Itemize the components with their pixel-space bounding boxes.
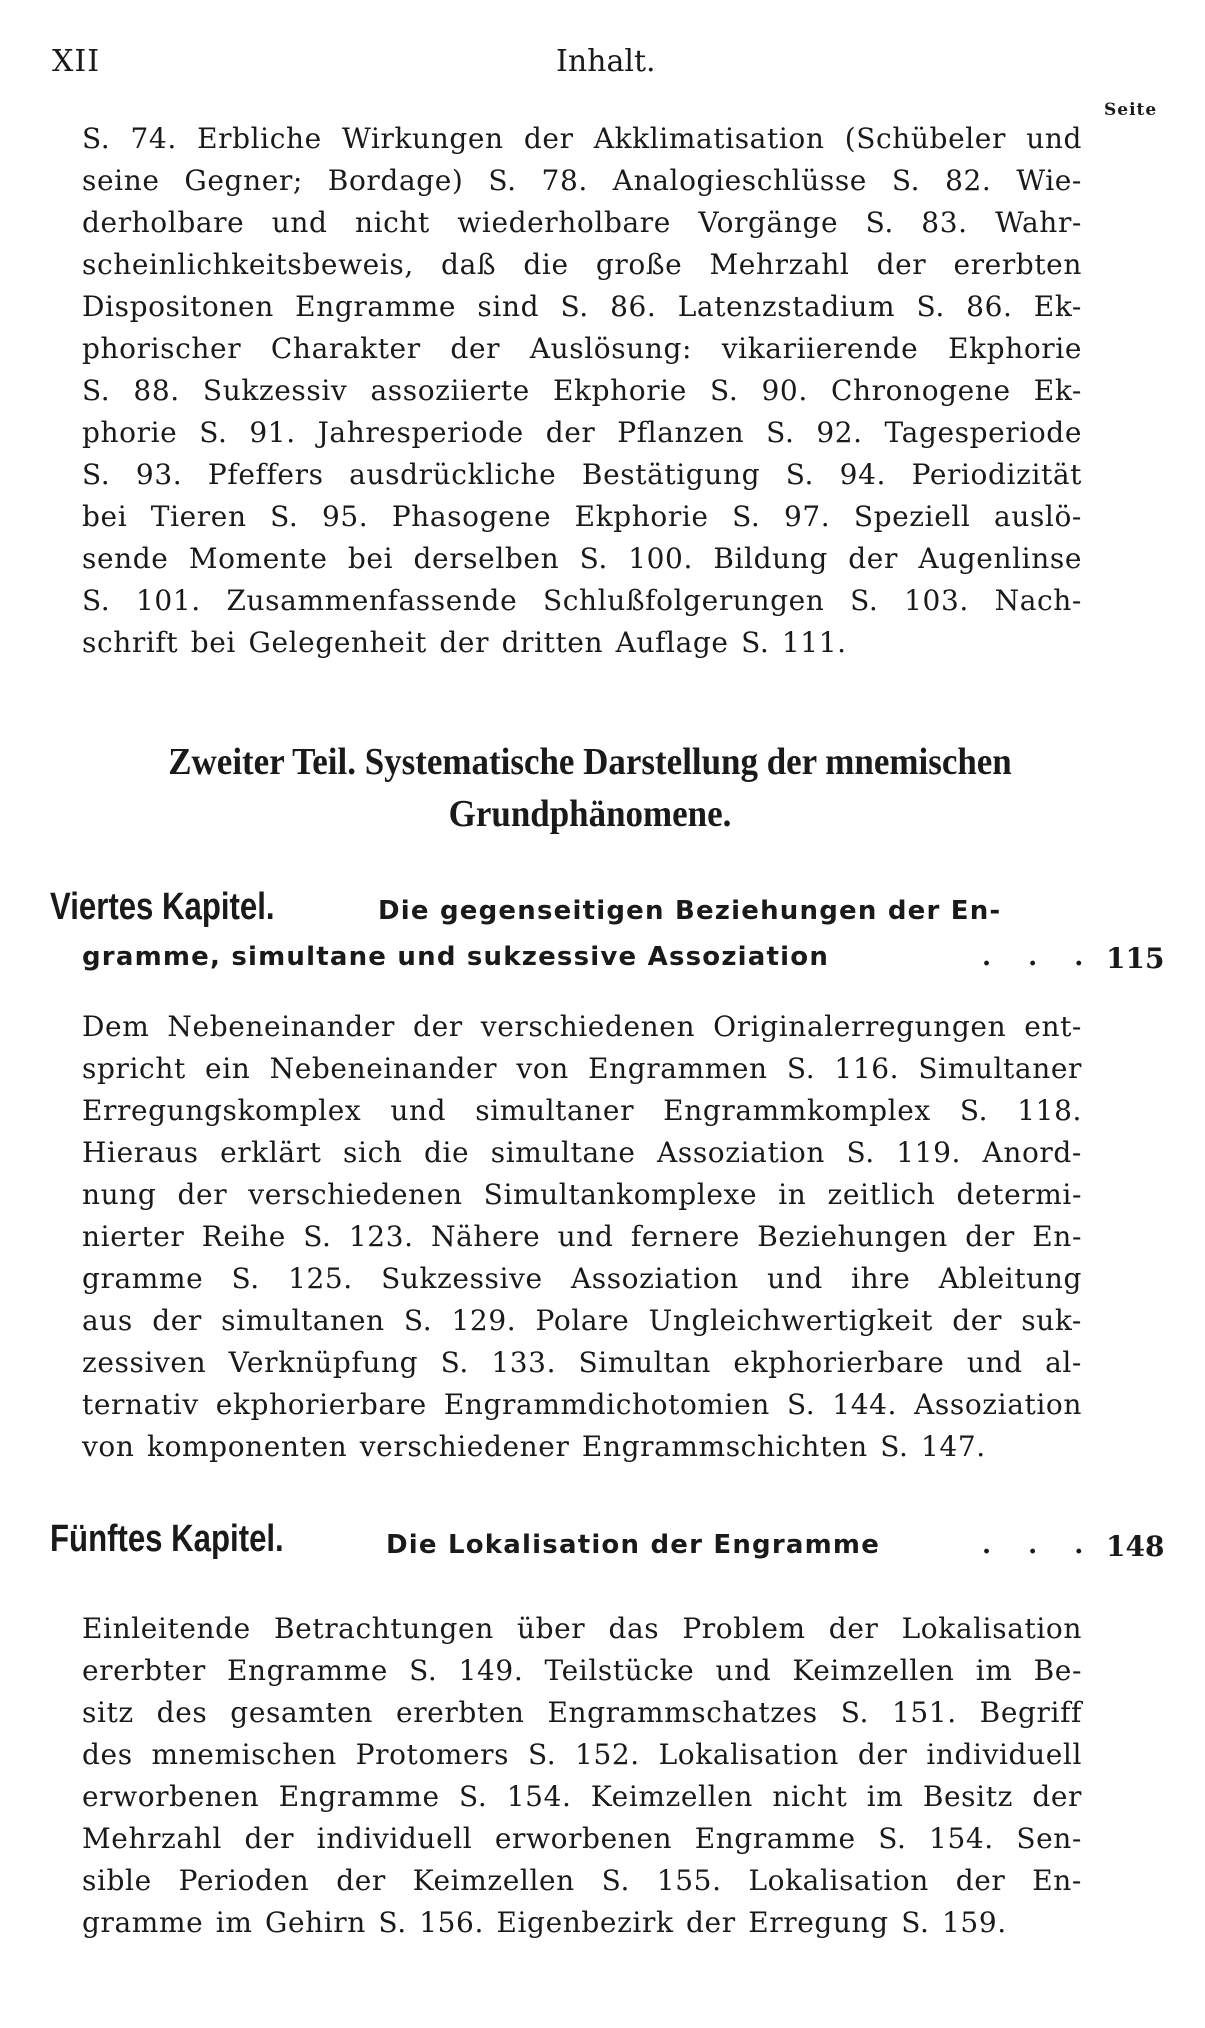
text-line: des mnemischen Protomers S. 152. Lokalisation der individuell xyxy=(82,1738,1082,1771)
text-line: erworbenen Engramme S. 154. Keimzellen nicht im Besitz der xyxy=(82,1780,1082,1813)
text-line: nung der verschiedenen Simultankomplexe in zeitlich determi- xyxy=(82,1178,1082,1211)
text-line: phorischer Charakter der Auslösung: vikariierende Ekphorie xyxy=(82,332,1082,365)
continuation-paragraph xyxy=(82,118,1082,664)
part-title-line: Grundphänomene. xyxy=(448,793,732,835)
chapter-5-page-number: 148 xyxy=(1106,1530,1165,1563)
text-line: sende Momente bei derselben S. 100. Bildung der Augenlinse xyxy=(82,542,1082,575)
text-line: gramme im Gehirn S. 156. Eigenbezirk der Erregung S. 159. xyxy=(82,1906,1007,1939)
text-line: spricht ein Nebeneinander von Engrammen S. 116. Simultaner xyxy=(82,1052,1082,1085)
text-line: scheinlichkeitsbeweis, daß die große Mehrzahl der ererbten xyxy=(82,248,1082,281)
page-number: XII xyxy=(52,44,101,79)
chapter-4-title-line2: gramme, simultane und sukzessive Assoziation xyxy=(82,942,830,972)
running-title: Inhalt. xyxy=(556,44,656,79)
text-line: S. 93. Pfeffers ausdrückliche Bestätigung S. 94. Periodizität xyxy=(82,458,1082,491)
text-line: sitz des gesamten ererbten Engrammschatzes S. 151. Begriff xyxy=(82,1696,1082,1729)
text-line: seine Gegner; Bordage) S. 78. Analogieschlüsse S. 82. Wie- xyxy=(82,164,1082,197)
chapter-5-title: Die Lokalisation der Engramme xyxy=(386,1530,881,1560)
text-line: derholbare und nicht wiederholbare Vorgänge S. 83. Wahr- xyxy=(82,206,1082,239)
chapter-5-leader-dots: . . . xyxy=(982,1530,1098,1560)
text-line: aus der simultanen S. 129. Polare Ungleichwertigkeit der suk- xyxy=(82,1304,1082,1337)
text-line: Dispositonen Engramme sind S. 86. Latenzstadium S. 86. Ek- xyxy=(82,290,1082,323)
page-column-label: Seite xyxy=(1104,100,1158,120)
text-line: S. 88. Sukzessiv assoziierte Ekphorie S. 90. Chronogene Ek- xyxy=(82,374,1082,407)
text-line: Mehrzahl der individuell erworbenen Engramme S. 154. Sen- xyxy=(82,1822,1082,1855)
text-line: gramme S. 125. Sukzessive Assoziation und ihre Ableitung xyxy=(82,1262,1082,1295)
chapter-4-leader-dots: . . . xyxy=(982,942,1098,972)
text-line: nierter Reihe S. 123. Nähere und fernere Beziehungen der En- xyxy=(82,1220,1082,1253)
text-line: von komponenten verschiedener Engrammschichten S. 147. xyxy=(82,1430,986,1463)
text-line: zessiven Verknüpfung S. 133. Simultan ekphorierbare und al- xyxy=(82,1346,1082,1379)
text-line: Einleitende Betrachtungen über das Problem der Lokalisation xyxy=(82,1612,1082,1645)
chapter-4-title-line1: Die gegenseitigen Beziehungen der En- xyxy=(378,896,1002,926)
text-line: Hieraus erklärt sich die simultane Assoziation S. 119. Anord- xyxy=(82,1136,1082,1169)
text-line: schrift bei Gelegenheit der dritten Auflage S. 111. xyxy=(82,626,847,659)
text-line: S. 101. Zusammenfassende Schlußfolgerungen S. 103. Nach- xyxy=(82,584,1082,617)
text-line: ternativ ekphorierbare Engrammdichotomien S. 144. Assoziation xyxy=(82,1388,1082,1421)
chapter-5-summary xyxy=(82,1608,1082,1944)
part-title-line: Zweiter Teil. Systematische Darstellung der mnemischen xyxy=(168,741,1012,783)
text-line: Erregungskomplex und simultaner Engrammkomplex S. 118. xyxy=(82,1094,1082,1127)
text-line: bei Tieren S. 95. Phasogene Ekphorie S. 97. Speziell auslö- xyxy=(82,500,1082,533)
text-line: ererbter Engramme S. 149. Teilstücke und Keimzellen im Be- xyxy=(82,1654,1082,1687)
chapter-4-summary xyxy=(82,1006,1082,1468)
text-line: Dem Nebeneinander der verschiedenen Originalerregungen ent- xyxy=(82,1010,1082,1043)
chapter-4-heading: Viertes Kapitel. xyxy=(50,886,275,928)
text-line: sible Perioden der Keimzellen S. 155. Lokalisation der En- xyxy=(82,1864,1082,1897)
text-line: phorie S. 91. Jahresperiode der Pflanzen S. 92. Tagesperiode xyxy=(82,416,1082,449)
text-line: S. 74. Erbliche Wirkungen der Akklimatisation (Schübeler und xyxy=(82,122,1082,155)
chapter-5-heading: Fünftes Kapitel. xyxy=(50,1518,284,1560)
chapter-4-page-number: 115 xyxy=(1106,942,1165,975)
part-title xyxy=(75,736,1105,840)
